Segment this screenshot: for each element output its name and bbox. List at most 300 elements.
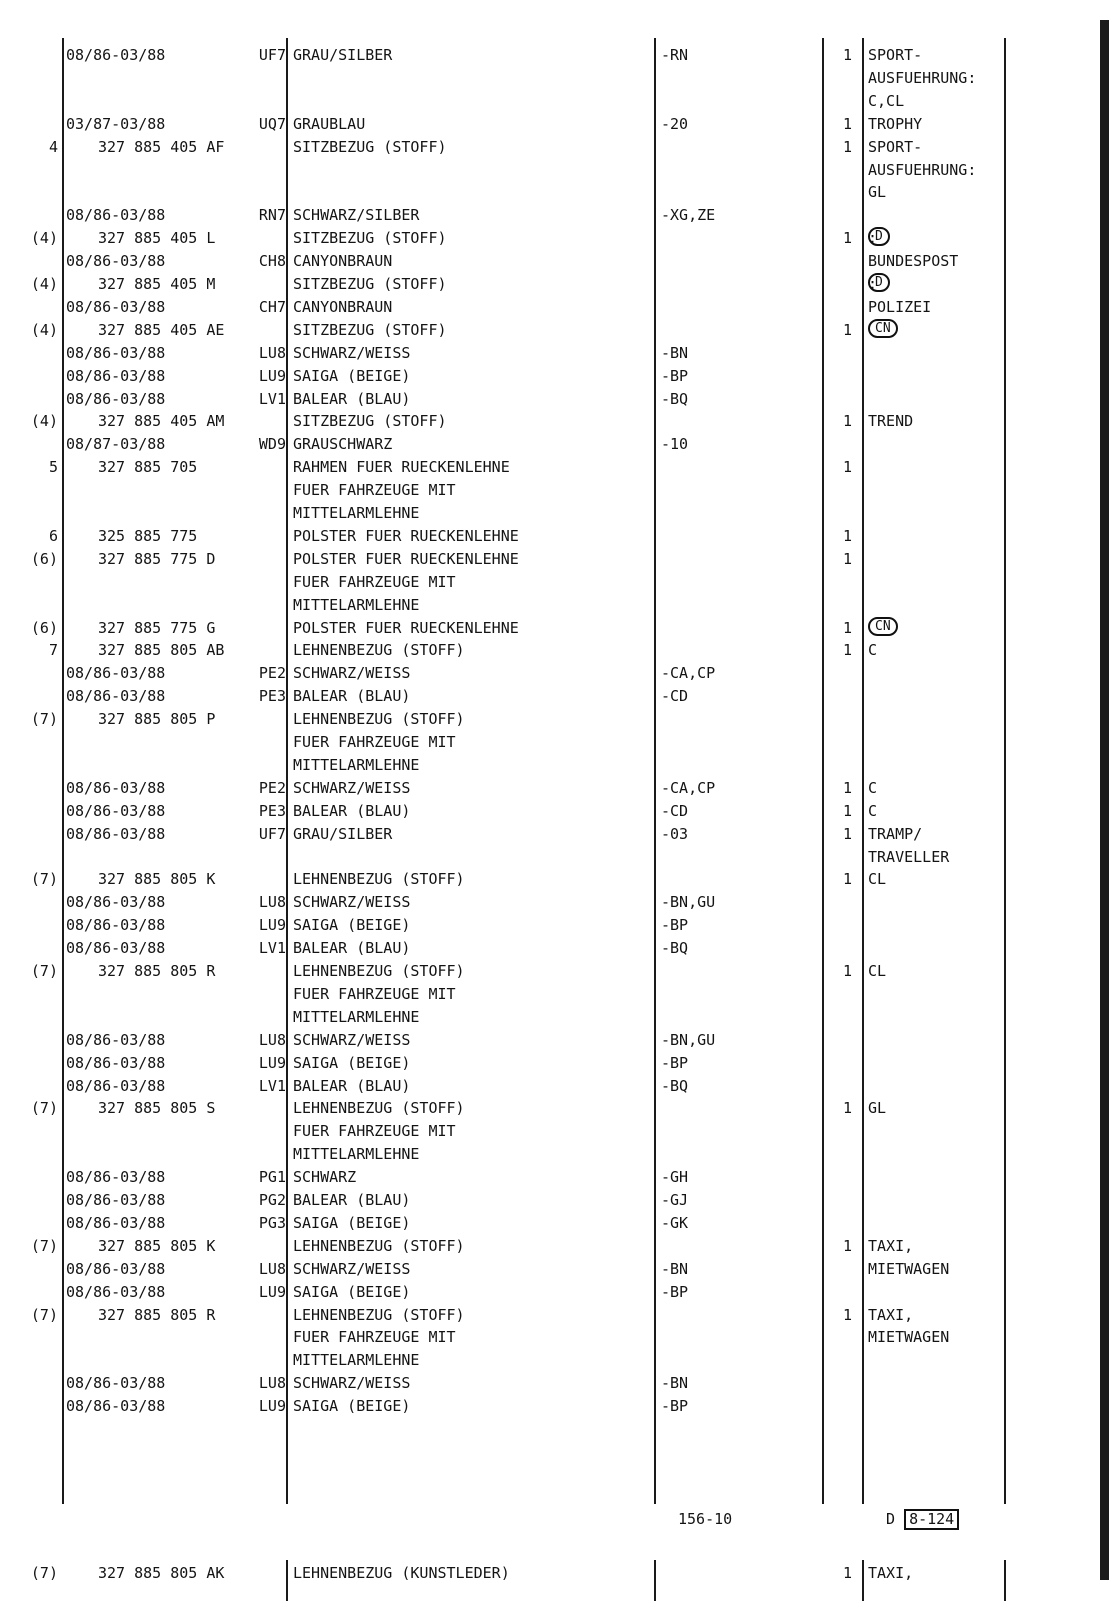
date-range: 08/86-03/88 xyxy=(66,1397,166,1416)
part-description: MITTELARMLEHNE xyxy=(293,504,420,522)
part-description: LEHNENBEZUG (STOFF) xyxy=(293,1305,465,1324)
model-code: -BN,GU xyxy=(661,893,716,912)
remark: TAXI, xyxy=(868,1305,914,1324)
remark: POLIZEI xyxy=(868,297,932,316)
country-code: D xyxy=(886,1510,896,1528)
model-code: -20 xyxy=(661,114,689,133)
model-code: -CD xyxy=(661,687,689,706)
part-description: SCHWARZ/WEISS xyxy=(293,893,411,912)
part-description: CANYONBRAUN xyxy=(293,297,393,316)
part-number: 327 885 805 S xyxy=(98,1099,216,1118)
quantity: 1 xyxy=(842,114,852,133)
quantity: 1 xyxy=(842,1305,852,1324)
color-code: LU8 xyxy=(258,1374,286,1393)
part-description: LEHNENBEZUG (STOFF) xyxy=(293,641,465,660)
table-row xyxy=(0,1075,1117,1098)
date-range: 08/86-03/88 xyxy=(66,1030,166,1049)
remark: : xyxy=(868,275,878,293)
date-range: 08/86-03/88 xyxy=(66,366,166,385)
table-row xyxy=(0,525,1117,548)
table-row xyxy=(0,1304,1117,1327)
position-number: (7) xyxy=(30,870,58,889)
color-code: PG2 xyxy=(258,1191,286,1209)
model-code: -BQ xyxy=(661,939,689,958)
part-number: 327 885 405 L xyxy=(98,229,216,248)
table-row xyxy=(0,502,1117,525)
table-row xyxy=(0,1166,1117,1189)
part-number: 327 885 805 R xyxy=(98,962,216,980)
part-description: GRAU/SILBER xyxy=(293,824,393,843)
part-number: 327 885 805 AK xyxy=(98,1564,225,1582)
part-number: 327 885 405 AM xyxy=(98,412,225,431)
part-description: MITTELARMLEHNE xyxy=(293,595,420,614)
color-code: LU8 xyxy=(258,1030,286,1049)
quantity: 1 xyxy=(842,778,852,797)
part-number: 327 885 775 G xyxy=(98,618,216,637)
part-description: BALEAR (BLAU) xyxy=(293,939,411,958)
table-row xyxy=(0,1120,1117,1143)
model-code: -GK xyxy=(661,1213,689,1232)
model-code: -BP xyxy=(661,916,689,935)
remark: GL xyxy=(868,1099,887,1118)
quantity: 1 xyxy=(842,801,852,820)
position-number: (7) xyxy=(30,962,58,980)
table-row xyxy=(0,204,1117,227)
remark: C,CL xyxy=(868,91,905,110)
page-ref-block xyxy=(886,1508,959,1531)
date-range: 08/86-03/88 xyxy=(66,801,166,820)
remark: CL xyxy=(868,962,887,980)
quantity: 1 xyxy=(842,229,852,248)
part-number: 325 885 775 xyxy=(98,526,198,545)
position-number: (4) xyxy=(30,229,58,248)
table-row xyxy=(0,1189,1117,1212)
date-range: 08/86-03/88 xyxy=(66,389,166,408)
model-code: -BN xyxy=(661,343,689,362)
date-range: 08/86-03/88 xyxy=(66,297,166,316)
part-description: SCHWARZ/WEISS xyxy=(293,1030,411,1049)
table-row xyxy=(0,1235,1117,1258)
table-row xyxy=(0,1372,1117,1395)
remark-cell xyxy=(868,868,886,891)
date-range: 08/86-03/88 xyxy=(66,1282,166,1301)
remark-cell xyxy=(868,846,949,869)
model-code: -03 xyxy=(661,824,689,843)
part-description: SITZBEZUG (STOFF) xyxy=(293,275,447,293)
date-range: 08/86-03/88 xyxy=(66,1213,166,1232)
part-description: LEHNENBEZUG (KUNSTLEDER) xyxy=(293,1564,510,1582)
remark-cell xyxy=(868,296,931,319)
remark-cell xyxy=(868,90,904,113)
part-description: SITZBEZUG (STOFF) xyxy=(293,412,447,431)
remark: TRAMP/ xyxy=(868,824,923,843)
quantity: 1 xyxy=(842,618,852,637)
table-row xyxy=(0,181,1117,204)
model-code: -BN xyxy=(661,1374,689,1393)
table-row xyxy=(0,388,1117,411)
date-range: 08/86-03/88 xyxy=(66,687,166,706)
color-code: PG1 xyxy=(258,1168,286,1187)
table-row xyxy=(0,113,1117,136)
table-row xyxy=(0,1029,1117,1052)
remark: TRAVELLER xyxy=(868,847,950,866)
color-code: PG3 xyxy=(258,1213,286,1232)
position-number: (7) xyxy=(30,1564,58,1582)
color-code: LU9 xyxy=(258,916,286,935)
table-row xyxy=(0,731,1117,754)
color-code: LV1 xyxy=(258,939,286,958)
model-code: -GJ xyxy=(661,1191,689,1209)
part-number: 327 885 805 P xyxy=(98,710,216,729)
part-description: FUER FAHRZEUGE MIT xyxy=(293,481,456,500)
position-number: (7) xyxy=(30,1236,58,1255)
color-code: LU8 xyxy=(258,343,286,362)
model-code: -CD xyxy=(661,801,689,820)
position-number: (4) xyxy=(30,412,58,431)
color-code: WD9 xyxy=(258,435,286,454)
table-row xyxy=(0,1143,1117,1166)
date-range: 08/86-03/88 xyxy=(66,1053,166,1072)
table-row xyxy=(0,456,1117,479)
table-row xyxy=(0,159,1117,182)
part-description: SITZBEZUG (STOFF) xyxy=(293,320,447,339)
remark-cell xyxy=(868,1097,886,1120)
remark-cell xyxy=(868,1326,949,1349)
remark: TAXI, xyxy=(868,1236,914,1255)
quantity: 1 xyxy=(842,1564,852,1582)
remark-cell xyxy=(868,227,883,250)
quantity: 1 xyxy=(842,412,852,431)
table-row xyxy=(0,914,1117,937)
remark: AUSFUEHRUNG: xyxy=(868,160,977,179)
table-row xyxy=(0,548,1117,571)
remark: CL xyxy=(868,870,887,889)
part-description: MITTELARMLEHNE xyxy=(293,1145,420,1164)
model-code: -BP xyxy=(661,366,689,385)
part-description: BALEAR (BLAU) xyxy=(293,687,411,706)
part-description: LEHNENBEZUG (STOFF) xyxy=(293,1236,465,1255)
quantity: 1 xyxy=(842,458,852,477)
color-code: LU9 xyxy=(258,1053,286,1072)
table-row xyxy=(0,250,1117,273)
remark-cell xyxy=(868,960,886,983)
part-description: FUER FAHRZEUGE MIT xyxy=(293,1122,456,1141)
remark-cell xyxy=(868,823,922,846)
color-code: PE3 xyxy=(258,801,286,820)
part-description: FUER FAHRZEUGE MIT xyxy=(293,984,456,1003)
table-row xyxy=(0,90,1117,113)
next-col-rule-end xyxy=(1004,1560,1006,1601)
table-row xyxy=(0,67,1117,90)
country-badge-icon: D xyxy=(868,227,890,246)
part-description: FUER FAHRZEUGE MIT xyxy=(293,733,456,751)
position-number: 6 xyxy=(48,526,58,545)
table-row xyxy=(0,1006,1117,1029)
table-row xyxy=(0,1326,1117,1349)
date-range: 08/86-03/88 xyxy=(66,206,166,225)
position-number: (4) xyxy=(30,275,58,293)
color-code: LV1 xyxy=(258,1076,286,1095)
country-badge-icon: CN xyxy=(868,319,898,338)
table-row xyxy=(0,891,1117,914)
part-description: SCHWARZ/WEISS xyxy=(293,1259,411,1278)
remark-cell xyxy=(868,1235,913,1258)
date-range: 08/86-03/88 xyxy=(66,343,166,362)
model-code: -BP xyxy=(661,1397,689,1416)
part-number: 327 885 805 K xyxy=(98,1236,216,1255)
remark-cell xyxy=(868,44,922,67)
remark: TREND xyxy=(868,412,914,431)
part-description: LEHNENBEZUG (STOFF) xyxy=(293,710,465,729)
quantity: 1 xyxy=(842,1099,852,1118)
model-code: -GH xyxy=(661,1168,689,1187)
table-row xyxy=(0,227,1117,250)
country-badge-icon: CN xyxy=(868,617,898,636)
remark: SPORT- xyxy=(868,137,923,156)
table-row xyxy=(0,479,1117,502)
table-row xyxy=(0,1349,1117,1372)
part-number: 327 885 405 AE xyxy=(98,320,225,339)
part-description: RAHMEN FUER RUECKENLEHNE xyxy=(293,458,510,477)
part-number: 327 885 405 M xyxy=(98,275,216,293)
position-number: (7) xyxy=(30,710,58,729)
part-description: SITZBEZUG (STOFF) xyxy=(293,229,447,248)
date-range: 08/86-03/88 xyxy=(66,824,166,843)
part-description: FUER FAHRZEUGE MIT xyxy=(293,572,456,591)
model-code: -CA,CP xyxy=(661,664,716,683)
model-code: -XG,ZE xyxy=(661,206,716,225)
part-description: SCHWARZ/WEISS xyxy=(293,343,411,362)
color-code: PE2 xyxy=(258,778,286,797)
position-number: (7) xyxy=(30,1305,58,1324)
remark-cell xyxy=(868,159,976,182)
table-row xyxy=(0,571,1117,594)
table-row xyxy=(0,433,1117,456)
part-description: SCHWARZ xyxy=(293,1168,357,1187)
quantity: 1 xyxy=(842,320,852,339)
table-row xyxy=(0,594,1117,617)
quantity: 1 xyxy=(842,137,852,156)
table-row xyxy=(0,685,1117,708)
color-code: LU9 xyxy=(258,1282,286,1301)
quantity: 1 xyxy=(842,824,852,843)
position-number: 5 xyxy=(48,458,58,477)
date-range: 08/86-03/88 xyxy=(66,46,166,64)
next-col-rule-remarks xyxy=(862,1560,864,1601)
date-range: 08/86-03/88 xyxy=(66,916,166,935)
part-description: BALEAR (BLAU) xyxy=(293,1076,411,1095)
remark: TROPHY xyxy=(868,114,923,133)
date-range: 08/86-03/88 xyxy=(66,1191,166,1209)
table-row xyxy=(0,319,1117,342)
color-code: PE2 xyxy=(258,664,286,683)
model-code: -10 xyxy=(661,435,689,454)
color-code: UF7 xyxy=(258,824,286,843)
date-range: 08/86-03/88 xyxy=(66,664,166,683)
table-row xyxy=(0,617,1117,640)
color-code: UF7 xyxy=(258,46,286,64)
part-description: SCHWARZ/SILBER xyxy=(293,206,420,225)
quantity: 1 xyxy=(842,641,852,660)
position-number: 7 xyxy=(48,641,58,660)
part-description: MITTELARMLEHNE xyxy=(293,755,420,774)
table-row xyxy=(0,846,1117,869)
table-row xyxy=(0,44,1117,67)
part-description: FUER FAHRZEUGE MIT xyxy=(293,1328,456,1347)
remark: GL xyxy=(868,183,887,202)
date-range: 08/86-03/88 xyxy=(66,778,166,797)
quantity: 1 xyxy=(842,962,852,980)
next-col-rule-desc xyxy=(286,1560,288,1601)
date-range: 08/87-03/88 xyxy=(66,435,166,454)
table-row xyxy=(0,800,1117,823)
part-description: SITZBEZUG (STOFF) xyxy=(293,137,447,156)
part-number: 327 885 805 K xyxy=(98,870,216,889)
table-row xyxy=(0,639,1117,662)
table-row xyxy=(0,754,1117,777)
color-code: LV1 xyxy=(258,389,286,408)
remark-cell xyxy=(868,113,922,136)
table-row xyxy=(0,777,1117,800)
table-row xyxy=(0,342,1117,365)
part-number: 327 885 705 xyxy=(98,458,198,477)
part-description: GRAUSCHWARZ xyxy=(293,435,393,454)
part-description: SAIGA (BEIGE) xyxy=(293,916,411,935)
part-description: SAIGA (BEIGE) xyxy=(293,1282,411,1301)
remark-cell xyxy=(868,181,886,204)
part-number: 327 885 775 D xyxy=(98,549,216,568)
date-range: 08/86-03/88 xyxy=(66,1259,166,1278)
table-row xyxy=(0,365,1117,388)
color-code: LU9 xyxy=(258,366,286,385)
quantity: 1 xyxy=(842,870,852,889)
model-code: -RN xyxy=(661,46,689,64)
model-code: -CA,CP xyxy=(661,778,716,797)
remark-cell xyxy=(868,136,922,159)
remark-cell xyxy=(868,800,877,823)
part-description: LEHNENBEZUG (STOFF) xyxy=(293,870,465,889)
date-range: 08/86-03/88 xyxy=(66,939,166,958)
table-row xyxy=(0,983,1117,1006)
quantity: 1 xyxy=(842,526,852,545)
table-row xyxy=(0,1281,1117,1304)
table-row xyxy=(0,410,1117,433)
model-code: -BQ xyxy=(661,1076,689,1095)
model-code: -BN,GU xyxy=(661,1030,716,1049)
next-col-rule-model xyxy=(654,1560,656,1601)
color-code: CH8 xyxy=(258,252,286,271)
color-code: PE3 xyxy=(258,687,286,706)
date-range: 08/86-03/88 xyxy=(66,1168,166,1187)
position-number: (4) xyxy=(30,320,58,339)
part-description: SCHWARZ/WEISS xyxy=(293,778,411,797)
remark-cell xyxy=(868,250,958,273)
part-description: BALEAR (BLAU) xyxy=(293,801,411,820)
part-description: LEHNENBEZUG (STOFF) xyxy=(293,962,465,980)
part-description: GRAU/SILBER xyxy=(293,46,393,64)
part-number: 327 885 805 AB xyxy=(98,641,225,660)
date-range: 08/86-03/88 xyxy=(66,1374,166,1393)
model-code: -BN xyxy=(661,1259,689,1278)
position-number: (7) xyxy=(30,1099,58,1118)
quantity: 1 xyxy=(842,549,852,568)
page-reference: 8-124 xyxy=(904,1509,959,1530)
table-row xyxy=(0,136,1117,159)
part-description: CANYONBRAUN xyxy=(293,252,393,271)
table-row xyxy=(0,662,1117,685)
part-description: POLSTER FUER RUECKENLEHNE xyxy=(293,526,519,545)
part-description: GRAUBLAU xyxy=(293,114,366,133)
part-description: SAIGA (BEIGE) xyxy=(293,366,411,385)
part-description: BALEAR (BLAU) xyxy=(293,1191,411,1209)
remark-cell xyxy=(868,67,976,90)
position-number: (6) xyxy=(30,549,58,568)
remark-cell xyxy=(868,777,877,800)
remark: MIETWAGEN xyxy=(868,1328,950,1347)
remark-cell xyxy=(868,410,913,433)
remark: SPORT- xyxy=(868,46,923,64)
country-badge-icon: D xyxy=(868,273,890,292)
remark-cell xyxy=(868,273,883,296)
part-description: SAIGA (BEIGE) xyxy=(293,1397,411,1416)
part-description: POLSTER FUER RUECKENLEHNE xyxy=(293,549,519,568)
part-description: LEHNENBEZUG (STOFF) xyxy=(293,1099,465,1118)
remark-cell xyxy=(868,1304,913,1327)
model-code: -BP xyxy=(661,1282,689,1301)
color-code: CH7 xyxy=(258,297,286,316)
part-number: 327 885 405 AF xyxy=(98,137,225,156)
remark: C xyxy=(868,778,878,797)
model-code: -BP xyxy=(661,1053,689,1072)
part-description: SCHWARZ/WEISS xyxy=(293,1374,411,1393)
part-description: SCHWARZ/WEISS xyxy=(293,664,411,683)
part-description: MITTELARMLEHNE xyxy=(293,1351,420,1370)
table-row xyxy=(0,1395,1117,1418)
remark: MIETWAGEN xyxy=(868,1259,950,1278)
color-code: UQ7 xyxy=(258,114,286,133)
model-code: -BQ xyxy=(661,389,689,408)
table-row xyxy=(0,823,1117,846)
remark: TAXI, xyxy=(868,1564,914,1582)
part-number: 327 885 805 R xyxy=(98,1305,216,1324)
table-row xyxy=(0,960,1117,983)
table-row xyxy=(0,1052,1117,1075)
date-range: 08/86-03/88 xyxy=(66,893,166,912)
table-row xyxy=(0,868,1117,891)
position-number: (6) xyxy=(30,618,58,637)
table-row xyxy=(0,1212,1117,1235)
date-range: 08/86-03/88 xyxy=(66,252,166,271)
color-code: LU8 xyxy=(258,893,286,912)
color-code: LU8 xyxy=(258,1259,286,1278)
remark: AUSFUEHRUNG: xyxy=(868,68,977,87)
remark: C xyxy=(868,801,878,820)
table-row xyxy=(0,708,1117,731)
date-range: 08/86-03/88 xyxy=(66,1076,166,1095)
quantity: 1 xyxy=(842,46,852,64)
remark-cell xyxy=(868,639,877,662)
table-row xyxy=(0,1097,1117,1120)
remark: C xyxy=(868,641,878,660)
page-number: 156-10 xyxy=(678,1510,733,1528)
table-row xyxy=(0,937,1117,960)
next-page-row xyxy=(0,1562,1117,1585)
date-range: 03/87-03/88 xyxy=(66,114,166,133)
part-description: BALEAR (BLAU) xyxy=(293,389,411,408)
color-code: RN7 xyxy=(258,206,286,225)
color-code: LU9 xyxy=(258,1397,286,1416)
remark: : xyxy=(868,229,878,248)
